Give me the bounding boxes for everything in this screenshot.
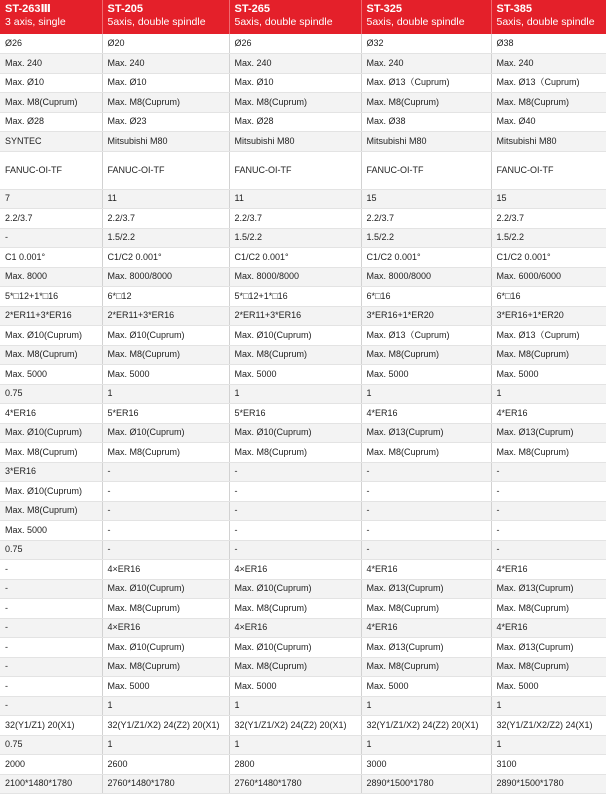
spec-cell: Max. M8(Cuprum)	[361, 443, 491, 463]
model-name: ST-205	[107, 3, 143, 15]
spec-cell: Max. 5000	[102, 365, 229, 385]
spec-cell: Max. Ø13（Cuprum)	[361, 326, 491, 346]
spec-cell: 2800	[229, 755, 361, 775]
spec-cell: Mitsubishi M80	[361, 132, 491, 152]
spec-cell: Max. 240	[102, 54, 229, 74]
spec-cell: 4×ER16	[229, 560, 361, 580]
spec-cell: 2.2/3.7	[0, 209, 102, 229]
spec-cell: -	[0, 228, 102, 248]
spec-cell: 11	[102, 189, 229, 209]
spec-cell: 1.5/2.2	[102, 228, 229, 248]
spec-cell: -	[102, 482, 229, 502]
spec-cell: Ø26	[229, 34, 361, 54]
spec-cell: Max. M8(Cuprum)	[0, 501, 102, 521]
table-row	[0, 540, 606, 560]
spec-cell: Max. 5000	[102, 677, 229, 697]
table-row	[0, 599, 606, 619]
table-row	[0, 267, 606, 287]
spec-cell: Max. Ø10(Cuprum)	[102, 423, 229, 443]
spec-cell: Max. M8(Cuprum)	[102, 443, 229, 463]
table-row	[0, 326, 606, 346]
spec-cell: 1	[229, 735, 361, 755]
spec-cell: Max. Ø13(Cuprum)	[361, 423, 491, 443]
spec-cell: 2*ER11+3*ER16	[229, 306, 361, 326]
table-row	[0, 443, 606, 463]
spec-cell: 1	[361, 735, 491, 755]
spec-cell: 6*□16	[361, 287, 491, 307]
spec-cell: Max. 5000	[491, 365, 606, 385]
spec-cell: Max. Ø10	[102, 73, 229, 93]
spec-cell: 2.2/3.7	[229, 209, 361, 229]
spec-cell: Max. Ø13（Cuprum)	[491, 73, 606, 93]
spec-cell: Max. M8(Cuprum)	[229, 599, 361, 619]
spec-cell: -	[491, 540, 606, 560]
spec-cell: Max. Ø10(Cuprum)	[229, 326, 361, 346]
spec-cell: -	[229, 521, 361, 541]
table-row	[0, 228, 606, 248]
spec-cell: 1	[229, 384, 361, 404]
spec-cell: Max. 6000/6000	[491, 267, 606, 287]
spec-cell: Max. 240	[0, 54, 102, 74]
spec-cell: 4×ER16	[229, 618, 361, 638]
spec-cell: Max. M8(Cuprum)	[491, 657, 606, 677]
spec-cell: 1.5/2.2	[229, 228, 361, 248]
spec-cell: 1	[102, 696, 229, 716]
spec-cell: Max. Ø13（Cuprum)	[361, 73, 491, 93]
spec-cell: Max. Ø13(Cuprum)	[361, 579, 491, 599]
spec-cell: 2760*1480*1780	[229, 774, 361, 794]
model-column-header	[0, 0, 102, 34]
spec-cell: 32(Y1/Z1/X2) 24(Z2) 20(X1)	[229, 716, 361, 736]
spec-cell: Max. Ø10(Cuprum)	[229, 423, 361, 443]
spec-cell: 0.75	[0, 384, 102, 404]
spec-cell: Max. Ø38	[361, 112, 491, 132]
spec-cell: Max. M8(Cuprum)	[491, 599, 606, 619]
model-name: ST-265	[234, 3, 270, 15]
table-row	[0, 93, 606, 113]
spec-cell: Max. M8(Cuprum)	[361, 657, 491, 677]
spec-cell: Mitsubishi M80	[229, 132, 361, 152]
spec-cell: -	[0, 638, 102, 658]
table-row	[0, 482, 606, 502]
spec-cell: 1	[491, 696, 606, 716]
spec-cell: 4*ER16	[0, 404, 102, 424]
spec-cell: -	[102, 521, 229, 541]
spec-cell: 15	[491, 189, 606, 209]
spec-cell: FANUC-OI-TF	[229, 151, 361, 189]
spec-cell: Max. Ø10(Cuprum)	[102, 326, 229, 346]
spec-cell: Max. 8000/8000	[229, 267, 361, 287]
spec-cell: Max. 5000	[361, 677, 491, 697]
spec-cell: Ø38	[491, 34, 606, 54]
model-name: ST-325	[366, 3, 402, 15]
table-row	[0, 189, 606, 209]
table-row	[0, 735, 606, 755]
spec-cell: Max. 5000	[0, 365, 102, 385]
spec-cell: Mitsubishi M80	[491, 132, 606, 152]
table-row	[0, 73, 606, 93]
table-row	[0, 618, 606, 638]
header-row	[0, 0, 606, 34]
spec-cell: 4×ER16	[102, 618, 229, 638]
spec-cell: Max. Ø28	[0, 112, 102, 132]
model-column-header	[491, 0, 606, 34]
spec-cell: Max. Ø28	[229, 112, 361, 132]
spec-cell: Ø32	[361, 34, 491, 54]
spec-cell: 5*ER16	[102, 404, 229, 424]
model-description: 5axis, double spindle	[107, 16, 206, 28]
spec-cell: 1.5/2.2	[361, 228, 491, 248]
table-row	[0, 501, 606, 521]
spec-cell: 3100	[491, 755, 606, 775]
spec-cell: Max. Ø10(Cuprum)	[0, 326, 102, 346]
spec-cell: Max. M8(Cuprum)	[229, 93, 361, 113]
spec-cell: Max. M8(Cuprum)	[0, 345, 102, 365]
spec-cell: 6*□16	[491, 287, 606, 307]
spec-cell: 32(Y1/Z1/X2) 24(Z2) 20(X1)	[102, 716, 229, 736]
table-row	[0, 696, 606, 716]
spec-cell: Max. Ø23	[102, 112, 229, 132]
spec-cell: Max. 8000/8000	[102, 267, 229, 287]
spec-cell: -	[491, 521, 606, 541]
spec-cell: Max. M8(Cuprum)	[102, 345, 229, 365]
spec-cell: Max. Ø10	[229, 73, 361, 93]
spec-cell: Max. M8(Cuprum)	[102, 93, 229, 113]
spec-cell: Max. M8(Cuprum)	[0, 93, 102, 113]
spec-cell: -	[229, 540, 361, 560]
spec-cell: 4*ER16	[491, 404, 606, 424]
spec-cell: Max. 5000	[361, 365, 491, 385]
spec-cell: 6*□12	[102, 287, 229, 307]
spec-cell: -	[0, 599, 102, 619]
model-column-header	[361, 0, 491, 34]
spec-cell: Max. 5000	[229, 677, 361, 697]
table-row	[0, 132, 606, 152]
table-row	[0, 579, 606, 599]
spec-cell: 32(Y1/Z1/X2/Z2) 24(X1)	[491, 716, 606, 736]
spec-cell: Max. 5000	[0, 521, 102, 541]
spec-cell: 3*ER16+1*ER20	[361, 306, 491, 326]
table-row	[0, 248, 606, 268]
spec-cell: 4*ER16	[361, 618, 491, 638]
spec-cell: C1/C2 0.001°	[491, 248, 606, 268]
spec-cell: 2*ER11+3*ER16	[102, 306, 229, 326]
spec-cell: 2.2/3.7	[361, 209, 491, 229]
spec-cell: Max. 240	[361, 54, 491, 74]
spec-cell: Max. Ø13(Cuprum)	[491, 579, 606, 599]
spec-cell: FANUC-OI-TF	[491, 151, 606, 189]
spec-cell: Max. 8000/8000	[361, 267, 491, 287]
model-name: ST-385	[496, 3, 532, 15]
spec-cell: 1	[102, 384, 229, 404]
spec-cell: 5*□12+1*□16	[229, 287, 361, 307]
spec-cell: 4*ER16	[491, 560, 606, 580]
spec-cell: 11	[229, 189, 361, 209]
spec-cell: 2*ER11+3*ER16	[0, 306, 102, 326]
model-column-header	[102, 0, 229, 34]
spec-cell: -	[361, 501, 491, 521]
spec-cell: Max. M8(Cuprum)	[102, 599, 229, 619]
spec-cell: Max. M8(Cuprum)	[361, 599, 491, 619]
spec-cell: 2600	[102, 755, 229, 775]
spec-cell: Ø26	[0, 34, 102, 54]
spec-cell: Max. M8(Cuprum)	[361, 345, 491, 365]
spec-cell: Max. M8(Cuprum)	[229, 657, 361, 677]
spec-cell: -	[0, 560, 102, 580]
spec-cell: Max. 240	[229, 54, 361, 74]
spec-cell: 1.5/2.2	[491, 228, 606, 248]
spec-cell: Max. M8(Cuprum)	[229, 443, 361, 463]
spec-cell: Max. M8(Cuprum)	[491, 93, 606, 113]
table-row	[0, 151, 606, 189]
spec-cell: -	[0, 618, 102, 638]
spec-cell: Max. Ø10(Cuprum)	[102, 579, 229, 599]
spec-cell: C1/C2 0.001°	[361, 248, 491, 268]
spec-cell: Max. Ø13(Cuprum)	[491, 423, 606, 443]
model-description: 3 axis, single	[5, 16, 66, 28]
spec-cell: Max. Ø13(Cuprum)	[361, 638, 491, 658]
table-row	[0, 112, 606, 132]
spec-cell: C1/C2 0.001°	[229, 248, 361, 268]
spec-cell: Max. M8(Cuprum)	[491, 345, 606, 365]
model-column-header	[229, 0, 361, 34]
spec-cell: -	[491, 501, 606, 521]
spec-cell: 2.2/3.7	[102, 209, 229, 229]
spec-cell: 4*ER16	[491, 618, 606, 638]
spec-cell: Max. 240	[491, 54, 606, 74]
spec-cell: 4*ER16	[361, 404, 491, 424]
spec-cell: -	[102, 501, 229, 521]
spec-cell: Max. M8(Cuprum)	[361, 93, 491, 113]
table-row	[0, 384, 606, 404]
table-row	[0, 716, 606, 736]
spec-cell: -	[229, 462, 361, 482]
spec-cell: 32(Y1/Z1) 20(X1)	[0, 716, 102, 736]
spec-cell: 0.75	[0, 735, 102, 755]
spec-cell: Max. Ø10	[0, 73, 102, 93]
spec-cell: 5*ER16	[229, 404, 361, 424]
model-description: 5axis, double spindle	[234, 16, 333, 28]
spec-cell: -	[0, 677, 102, 697]
spec-cell: Max. Ø10(Cuprum)	[229, 638, 361, 658]
spec-cell: 2890*1500*1780	[491, 774, 606, 794]
spec-cell: Max. Ø10(Cuprum)	[229, 579, 361, 599]
spec-cell: Max. M8(Cuprum)	[102, 657, 229, 677]
spec-cell: 3000	[361, 755, 491, 775]
spec-cell: Max. Ø13(Cuprum)	[491, 638, 606, 658]
table-row	[0, 638, 606, 658]
spec-cell: -	[102, 462, 229, 482]
spec-cell: 3*ER16+1*ER20	[491, 306, 606, 326]
spec-cell: 5*□12+1*□16	[0, 287, 102, 307]
model-description: 5axis, double spindle	[366, 16, 465, 28]
spec-cell: 4×ER16	[102, 560, 229, 580]
table-row	[0, 34, 606, 54]
spec-cell: -	[0, 657, 102, 677]
spec-cell: Max. M8(Cuprum)	[491, 443, 606, 463]
table-row	[0, 287, 606, 307]
table-row	[0, 677, 606, 697]
spec-cell: -	[361, 482, 491, 502]
spec-cell: Mitsubishi M80	[102, 132, 229, 152]
spec-cell: 2.2/3.7	[491, 209, 606, 229]
spec-cell: Max. Ø40	[491, 112, 606, 132]
model-name: ST-263Ⅲ	[5, 3, 51, 15]
spec-cell: -	[361, 462, 491, 482]
spec-cell: -	[0, 696, 102, 716]
table-row	[0, 404, 606, 424]
spec-cell: C1 0.001°	[0, 248, 102, 268]
spec-cell: -	[491, 482, 606, 502]
spec-cell: 2100*1480*1780	[0, 774, 102, 794]
spec-cell: 4*ER16	[361, 560, 491, 580]
spec-cell: 3*ER16	[0, 462, 102, 482]
spec-cell: Max. Ø10(Cuprum)	[102, 638, 229, 658]
table-row	[0, 423, 606, 443]
spec-cell: Max. 8000	[0, 267, 102, 287]
table-row	[0, 306, 606, 326]
spec-cell: Ø20	[102, 34, 229, 54]
model-description: 5axis, double spindle	[496, 16, 595, 28]
table-row	[0, 521, 606, 541]
spec-cell: Max. Ø10(Cuprum)	[0, 423, 102, 443]
spec-cell: -	[229, 482, 361, 502]
spec-cell: Max. Ø10(Cuprum)	[0, 482, 102, 502]
spec-cell: 1	[102, 735, 229, 755]
spec-cell: 15	[361, 189, 491, 209]
spec-cell: Max. M8(Cuprum)	[229, 345, 361, 365]
spec-cell: Max. Ø13（Cuprum)	[491, 326, 606, 346]
spec-cell: FANUC-OI-TF	[0, 151, 102, 189]
spec-cell: Max. M8(Cuprum)	[0, 443, 102, 463]
table-row	[0, 755, 606, 775]
table-row	[0, 657, 606, 677]
table-row	[0, 774, 606, 794]
spec-cell: 1	[491, 384, 606, 404]
spec-cell: Max. 5000	[229, 365, 361, 385]
spec-cell: 1	[361, 696, 491, 716]
table-row	[0, 345, 606, 365]
spec-cell: 32(Y1/Z1/X2) 24(Z2) 20(X1)	[361, 716, 491, 736]
table-row	[0, 209, 606, 229]
spec-cell: FANUC-OI-TF	[361, 151, 491, 189]
spec-cell: -	[0, 579, 102, 599]
spec-cell: FANUC-OI-TF	[102, 151, 229, 189]
spec-cell: C1/C2 0.001°	[102, 248, 229, 268]
table-row	[0, 54, 606, 74]
spec-cell: 2890*1500*1780	[361, 774, 491, 794]
spec-cell: SYNTEC	[0, 132, 102, 152]
spec-cell: 7	[0, 189, 102, 209]
spec-cell: 1	[491, 735, 606, 755]
spec-cell: Max. 5000	[491, 677, 606, 697]
spec-cell: -	[361, 521, 491, 541]
spec-cell: -	[361, 540, 491, 560]
spec-cell: -	[102, 540, 229, 560]
spec-cell: 2760*1480*1780	[102, 774, 229, 794]
table-row	[0, 560, 606, 580]
spec-cell: 1	[361, 384, 491, 404]
table-row	[0, 365, 606, 385]
table-row	[0, 462, 606, 482]
spec-cell: -	[229, 501, 361, 521]
spec-cell: -	[491, 462, 606, 482]
spec-cell: 1	[229, 696, 361, 716]
spec-cell: 0.75	[0, 540, 102, 560]
spec-cell: 2000	[0, 755, 102, 775]
spec-table-body	[0, 34, 606, 794]
